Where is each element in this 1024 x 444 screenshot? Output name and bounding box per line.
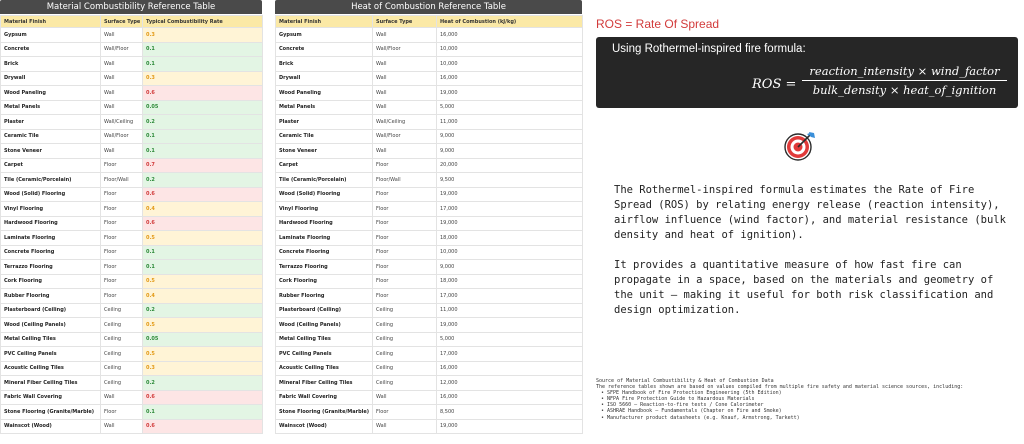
- surface-type: Wall: [101, 86, 143, 101]
- table-row: [276, 57, 583, 72]
- combustibility-rate: 0.5: [143, 231, 263, 246]
- heat-of-combustion: 11,000: [437, 115, 583, 130]
- combustibility-rate: 0.6: [143, 390, 263, 405]
- table-row: [1, 42, 263, 57]
- heat-of-combustion: 17,000: [437, 202, 583, 217]
- table-row: [276, 390, 583, 405]
- material-name: Hardwood Flooring: [276, 216, 373, 231]
- table-row: [1, 361, 263, 376]
- table-row: [1, 173, 263, 188]
- surface-type: Wall/Floor: [373, 129, 437, 144]
- combustibility-rate: 0.7: [143, 158, 263, 173]
- table-row: [276, 245, 583, 260]
- heat-panel: [275, 0, 582, 434]
- surface-type: Floor: [101, 245, 143, 260]
- surface-type: Ceiling: [373, 347, 437, 362]
- heat-of-combustion: 19,000: [437, 419, 583, 434]
- ros-formula: [752, 63, 1012, 103]
- combustibility-rate: 0.1: [143, 42, 263, 57]
- material-name: Drywall: [276, 71, 373, 86]
- column-header: Material Finish: [1, 16, 101, 28]
- surface-type: Wall: [101, 419, 143, 434]
- material-name: Terrazzo Flooring: [1, 260, 101, 275]
- table-row: [276, 347, 583, 362]
- table-row: [1, 405, 263, 420]
- material-name: Plasterboard (Ceiling): [276, 303, 373, 318]
- combustibility-rate: 0.1: [143, 144, 263, 159]
- table-row: [276, 289, 583, 304]
- table-row: [276, 71, 583, 86]
- combustibility-rate: 0.1: [143, 405, 263, 420]
- surface-type: Ceiling: [101, 332, 143, 347]
- surface-type: Ceiling: [101, 347, 143, 362]
- table-row: [1, 86, 263, 101]
- surface-type: Wall: [373, 100, 437, 115]
- material-name: Stone Flooring (Granite/Marble): [1, 405, 101, 420]
- surface-type: Ceiling: [101, 318, 143, 333]
- table-row: [276, 173, 583, 188]
- material-name: Acoustic Ceiling Tiles: [1, 361, 101, 376]
- surface-type: Floor: [373, 289, 437, 304]
- material-name: Drywall: [1, 71, 101, 86]
- surface-type: Floor: [373, 274, 437, 289]
- table-row: [276, 100, 583, 115]
- material-name: Acoustic Ceiling Tiles: [276, 361, 373, 376]
- source-item: • Manufacturer product datasheets (e.g. Knauf, Armstrong, Tarkett): [601, 415, 1016, 421]
- material-name: PVC Ceiling Panels: [276, 347, 373, 362]
- material-name: Cork Flooring: [276, 274, 373, 289]
- surface-type: Wall: [373, 71, 437, 86]
- sources-list: [596, 390, 1016, 420]
- heat-of-combustion: 9,000: [437, 260, 583, 275]
- table-row: [1, 231, 263, 246]
- material-name: Tile (Ceramic/Porcelain): [276, 173, 373, 188]
- heat-of-combustion: 17,000: [437, 289, 583, 304]
- surface-type: Wall: [373, 390, 437, 405]
- column-header: Heat of Combustion (kJ/kg): [437, 16, 583, 28]
- combustibility-rate: 0.2: [143, 376, 263, 391]
- material-name: Carpet: [1, 158, 101, 173]
- material-name: Plasterboard (Ceiling): [1, 303, 101, 318]
- material-name: Laminate Flooring: [1, 231, 101, 246]
- table-row: [276, 158, 583, 173]
- combustibility-rate: 0.3: [143, 361, 263, 376]
- surface-type: Ceiling: [101, 303, 143, 318]
- table-row: [276, 129, 583, 144]
- combustibility-rate: 0.1: [143, 245, 263, 260]
- combustibility-rate: 0.1: [143, 129, 263, 144]
- source-item: • ASHRAE Handbook – Fundamentals (Chapter on Fire and Smoke): [601, 408, 1016, 414]
- heat-of-combustion: 16,000: [437, 390, 583, 405]
- heat-of-combustion: 9,000: [437, 129, 583, 144]
- material-name: Fabric Wall Covering: [276, 390, 373, 405]
- material-name: Plaster: [276, 115, 373, 130]
- surface-type: Wall/Floor: [101, 129, 143, 144]
- heat-table: [275, 15, 583, 434]
- material-name: Stone Flooring (Granite/Marble): [276, 405, 373, 420]
- heat-of-combustion: 12,000: [437, 376, 583, 391]
- combustibility-rate: 0.05: [143, 100, 263, 115]
- material-name: Metal Panels: [1, 100, 101, 115]
- table-row: [1, 274, 263, 289]
- table-row: [1, 419, 263, 434]
- heat-of-combustion: 10,000: [437, 42, 583, 57]
- formula-numerator: reaction_intensity × wind_factor: [802, 63, 1007, 81]
- table-row: [1, 332, 263, 347]
- material-name: Wood (Ceiling Panels): [1, 318, 101, 333]
- material-name: Gypsum: [1, 28, 101, 43]
- heat-of-combustion: 5,000: [437, 332, 583, 347]
- combustibility-rate: 0.1: [143, 260, 263, 275]
- combustibility-rate: 0.5: [143, 274, 263, 289]
- table-row: [276, 144, 583, 159]
- surface-type: Wall/Ceiling: [101, 115, 143, 130]
- material-name: Hardwood Flooring: [1, 216, 101, 231]
- heat-of-combustion: 17,000: [437, 347, 583, 362]
- material-name: Mineral Fiber Ceiling Tiles: [1, 376, 101, 391]
- surface-type: Floor: [373, 216, 437, 231]
- surface-type: Ceiling: [373, 332, 437, 347]
- column-header: Typical Combustibility Rate: [143, 16, 263, 28]
- surface-type: Floor: [101, 158, 143, 173]
- table-row: [1, 57, 263, 72]
- combustibility-table-title: Material Combustibility Reference Table: [0, 0, 262, 14]
- surface-type: Wall/Floor: [373, 42, 437, 57]
- surface-type: Wall: [101, 71, 143, 86]
- combustibility-rate: 0.6: [143, 419, 263, 434]
- surface-type: Wall: [101, 144, 143, 159]
- surface-type: Floor/Wall: [101, 173, 143, 188]
- surface-type: Floor: [101, 187, 143, 202]
- heat-of-combustion: 11,000: [437, 303, 583, 318]
- combustibility-rate: 0.6: [143, 86, 263, 101]
- material-name: Wood Paneling: [276, 86, 373, 101]
- surface-type: Ceiling: [373, 361, 437, 376]
- material-name: Wood (Solid) Flooring: [1, 187, 101, 202]
- material-name: Wainscot (Wood): [276, 419, 373, 434]
- surface-type: Floor: [373, 202, 437, 217]
- material-name: Brick: [1, 57, 101, 72]
- combustibility-rate: 0.2: [143, 173, 263, 188]
- table-header-row: [276, 16, 583, 28]
- heat-of-combustion: 8,500: [437, 405, 583, 420]
- material-name: Metal Ceiling Tiles: [276, 332, 373, 347]
- surface-type: Ceiling: [373, 303, 437, 318]
- surface-type: Ceiling: [101, 376, 143, 391]
- heat-of-combustion: 20,000: [437, 158, 583, 173]
- combustibility-rate: 0.05: [143, 332, 263, 347]
- column-header: Material Finish: [276, 16, 373, 28]
- surface-type: Floor: [373, 245, 437, 260]
- material-name: PVC Ceiling Panels: [1, 347, 101, 362]
- table-row: [1, 202, 263, 217]
- surface-type: Ceiling: [373, 318, 437, 333]
- material-name: Fabric Wall Covering: [1, 390, 101, 405]
- source-item: • NFPA Fire Protection Guide to Hazardous Materials: [601, 396, 1016, 402]
- formula-caption: Using Rothermel-inspired fire formula:: [612, 43, 806, 55]
- formula-fraction: [802, 63, 1007, 98]
- table-row: [1, 71, 263, 86]
- target-icon: [783, 130, 817, 162]
- material-name: Concrete: [276, 42, 373, 57]
- column-header: Surface Type: [373, 16, 437, 28]
- material-name: Vinyl Flooring: [276, 202, 373, 217]
- material-name: Metal Ceiling Tiles: [1, 332, 101, 347]
- surface-type: Wall: [101, 28, 143, 43]
- surface-type: Wall/Ceiling: [373, 115, 437, 130]
- table-row: [1, 129, 263, 144]
- material-name: Plaster: [1, 115, 101, 130]
- combustibility-rate: 0.5: [143, 318, 263, 333]
- material-name: Vinyl Flooring: [1, 202, 101, 217]
- table-row: [276, 86, 583, 101]
- heat-of-combustion: 19,000: [437, 216, 583, 231]
- heat-of-combustion: 16,000: [437, 28, 583, 43]
- heat-of-combustion: 18,000: [437, 274, 583, 289]
- surface-type: Ceiling: [101, 361, 143, 376]
- table-row: [276, 332, 583, 347]
- surface-type: Wall: [373, 144, 437, 159]
- surface-type: Wall: [101, 57, 143, 72]
- table-row: [276, 274, 583, 289]
- table-row: [276, 28, 583, 43]
- heat-of-combustion: 19,000: [437, 86, 583, 101]
- heat-of-combustion: 18,000: [437, 231, 583, 246]
- sources-note: [596, 378, 1016, 421]
- surface-type: Floor: [373, 158, 437, 173]
- surface-type: Floor: [373, 260, 437, 275]
- table-row: [1, 303, 263, 318]
- ros-heading: ROS = Rate Of Spread: [596, 17, 720, 31]
- material-name: Wood (Solid) Flooring: [276, 187, 373, 202]
- combustibility-table: [0, 15, 263, 434]
- heat-of-combustion: 10,000: [437, 245, 583, 260]
- material-name: Concrete Flooring: [1, 245, 101, 260]
- combustibility-rate: 0.6: [143, 216, 263, 231]
- surface-type: Floor: [101, 260, 143, 275]
- sources-title: Source of Material Combustibility & Heat of Combustion Data: [596, 378, 774, 384]
- surface-type: Floor: [101, 274, 143, 289]
- table-row: [1, 158, 263, 173]
- material-name: Brick: [276, 57, 373, 72]
- material-name: Stone Veneer: [1, 144, 101, 159]
- formula-denominator: bulk_density × heat_of_ignition: [812, 83, 997, 97]
- combustibility-rate: 0.3: [143, 28, 263, 43]
- material-name: Gypsum: [276, 28, 373, 43]
- table-row: [1, 216, 263, 231]
- material-name: Carpet: [276, 158, 373, 173]
- table-row: [276, 318, 583, 333]
- material-name: Concrete: [1, 42, 101, 57]
- material-name: Rubber Flooring: [276, 289, 373, 304]
- surface-type: Wall: [373, 28, 437, 43]
- heat-of-combustion: 9,500: [437, 173, 583, 188]
- table-row: [1, 100, 263, 115]
- heat-of-combustion: 16,000: [437, 361, 583, 376]
- combustibility-rate: 0.3: [143, 71, 263, 86]
- surface-type: Floor: [101, 216, 143, 231]
- ros-description: The Rothermel-inspired formula estimates the Rate of Fire Spread (ROS) by relating energy release (reaction intensity), airflow influence (wind factor), and material resistance (bulk density and heat of ignition).: [614, 184, 1006, 241]
- surface-type: Wall: [373, 86, 437, 101]
- heat-of-combustion: 19,000: [437, 318, 583, 333]
- table-row: [1, 347, 263, 362]
- table-row: [276, 231, 583, 246]
- formula-box: [596, 37, 1018, 108]
- table-row: [276, 405, 583, 420]
- table-row: [1, 245, 263, 260]
- heat-of-combustion: 9,000: [437, 144, 583, 159]
- table-row: [276, 42, 583, 57]
- surface-type: Floor: [101, 289, 143, 304]
- material-name: Wood Paneling: [1, 86, 101, 101]
- material-name: Ceramic Tile: [276, 129, 373, 144]
- heat-of-combustion: 10,000: [437, 57, 583, 72]
- table-row: [276, 361, 583, 376]
- material-name: Wainscot (Wood): [1, 419, 101, 434]
- heat-of-combustion: 19,000: [437, 187, 583, 202]
- table-header-row: [1, 16, 263, 28]
- material-name: Metal Panels: [276, 100, 373, 115]
- combustibility-rate: 0.2: [143, 115, 263, 130]
- heat-table-title: Heat of Combustion Reference Table: [275, 0, 582, 14]
- source-item: • ISO 5660 – Reaction-to-fire tests / Cone Calorimeter: [601, 402, 1016, 408]
- table-row: [276, 187, 583, 202]
- table-row: [1, 289, 263, 304]
- surface-type: Floor: [101, 231, 143, 246]
- heat-of-combustion: 5,000: [437, 100, 583, 115]
- ros-application: It provides a quantitative measure of how fast fire can propagate in a space, based on the materials and geometry of the unit – making it useful for both risk classification and design optimization.: [614, 259, 994, 316]
- combustibility-rate: 0.1: [143, 57, 263, 72]
- material-name: Wood (Ceiling Panels): [276, 318, 373, 333]
- table-row: [276, 303, 583, 318]
- surface-type: Wall: [101, 390, 143, 405]
- surface-type: Wall: [101, 100, 143, 115]
- table-row: [276, 202, 583, 217]
- material-name: Mineral Fiber Ceiling Tiles: [276, 376, 373, 391]
- table-row: [1, 260, 263, 275]
- surface-type: Floor: [101, 202, 143, 217]
- table-row: [1, 28, 263, 43]
- surface-type: Ceiling: [373, 376, 437, 391]
- table-row: [1, 187, 263, 202]
- table-row: [1, 115, 263, 130]
- table-row: [1, 318, 263, 333]
- combustibility-rate: 0.2: [143, 303, 263, 318]
- table-row: [276, 115, 583, 130]
- surface-type: Wall: [373, 419, 437, 434]
- combustibility-rate: 0.5: [143, 347, 263, 362]
- surface-type: Floor: [373, 231, 437, 246]
- source-item: • SFPE Handbook of Fire Protection Engineering (5th Edition): [601, 390, 1016, 396]
- material-name: Stone Veneer: [276, 144, 373, 159]
- formula-lhs: ROS =: [752, 77, 797, 92]
- material-name: Ceramic Tile: [1, 129, 101, 144]
- heat-of-combustion: 16,000: [437, 71, 583, 86]
- table-row: [1, 390, 263, 405]
- sources-intro: The reference tables shown are based on values compiled from multiple fire safety and material science sources, including:: [596, 384, 964, 391]
- table-row: [1, 376, 263, 391]
- column-header: Surface Type: [101, 16, 143, 28]
- surface-type: Floor: [373, 405, 437, 420]
- surface-type: Wall/Floor: [101, 42, 143, 57]
- table-row: [1, 144, 263, 159]
- surface-type: Floor/Wall: [373, 173, 437, 188]
- material-name: Rubber Flooring: [1, 289, 101, 304]
- combustibility-rate: 0.4: [143, 202, 263, 217]
- material-name: Laminate Flooring: [276, 231, 373, 246]
- material-name: Terrazzo Flooring: [276, 260, 373, 275]
- material-name: Concrete Flooring: [276, 245, 373, 260]
- surface-type: Floor: [101, 405, 143, 420]
- table-row: [276, 419, 583, 434]
- combustibility-rate: 0.6: [143, 187, 263, 202]
- table-row: [276, 376, 583, 391]
- combustibility-rate: 0.4: [143, 289, 263, 304]
- surface-type: Wall: [373, 57, 437, 72]
- surface-type: Floor: [373, 187, 437, 202]
- material-name: Cork Flooring: [1, 274, 101, 289]
- combustibility-panel: [0, 0, 262, 434]
- material-name: Tile (Ceramic/Porcelain): [1, 173, 101, 188]
- table-row: [276, 260, 583, 275]
- table-row: [276, 216, 583, 231]
